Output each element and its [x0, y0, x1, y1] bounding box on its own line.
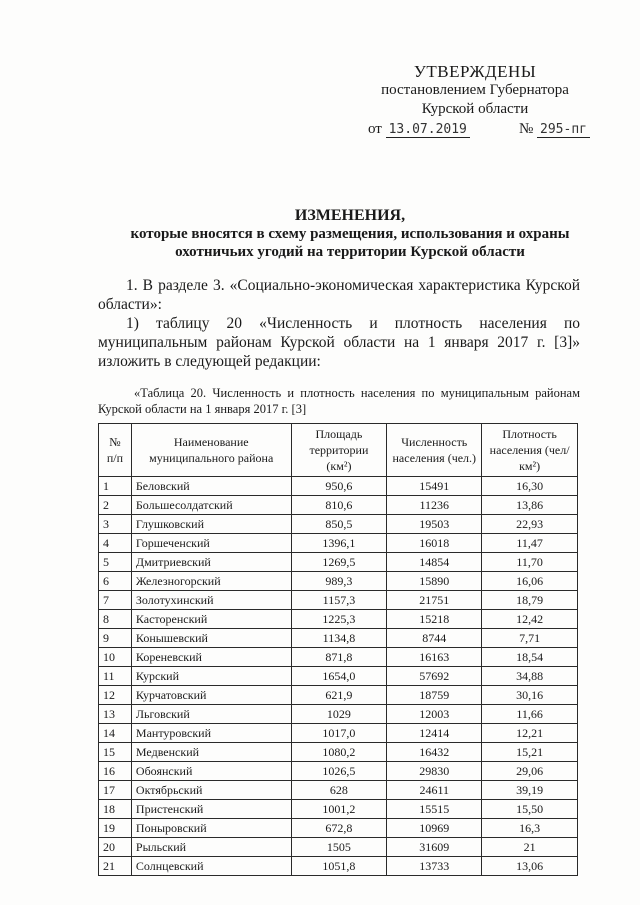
row-density: 22,93	[482, 515, 578, 534]
row-area: 989,3	[291, 572, 387, 591]
header-area: Площадь территории (км²)	[291, 424, 387, 477]
row-population: 18759	[387, 686, 482, 705]
row-population: 16163	[387, 648, 482, 667]
table-row	[99, 781, 578, 800]
row-area: 871,8	[291, 648, 387, 667]
table-row	[99, 496, 578, 515]
row-population: 12003	[387, 705, 482, 724]
row-district: Большесолдатский	[131, 496, 291, 515]
row-population: 15890	[387, 572, 482, 591]
row-population: 29830	[387, 762, 482, 781]
row-number: 12	[99, 686, 132, 705]
row-density: 16,30	[482, 477, 578, 496]
row-population: 12414	[387, 724, 482, 743]
row-area: 1225,3	[291, 610, 387, 629]
table-row	[99, 553, 578, 572]
table-row	[99, 800, 578, 819]
table-row	[99, 686, 578, 705]
row-area: 672,8	[291, 819, 387, 838]
table-row	[99, 705, 578, 724]
row-number: 8	[99, 610, 132, 629]
row-district: Поныровский	[131, 819, 291, 838]
row-area: 1505	[291, 838, 387, 857]
table-row	[99, 743, 578, 762]
paragraph-2: 1) таблицу 20 «Численность и плотность населения по муниципальным районам Курской области на 1 января 2017 г. [3]» изложить в следующей редакции:	[98, 315, 580, 370]
header-density: Плотность населения (чел/км²)	[482, 424, 578, 477]
row-district: Курчатовский	[131, 686, 291, 705]
row-area: 1134,8	[291, 629, 387, 648]
row-density: 16,3	[482, 819, 578, 838]
row-density: 13,86	[482, 496, 578, 515]
row-district: Пристенский	[131, 800, 291, 819]
row-density: 29,06	[482, 762, 578, 781]
row-density: 30,16	[482, 686, 578, 705]
row-density: 16,06	[482, 572, 578, 591]
row-district: Касторенский	[131, 610, 291, 629]
approval-line-1: постановлением Губернатора	[381, 82, 569, 98]
row-number: 1	[99, 477, 132, 496]
row-number: 11	[99, 667, 132, 686]
table-row	[99, 819, 578, 838]
row-population: 21751	[387, 591, 482, 610]
row-number: 3	[99, 515, 132, 534]
row-area: 1080,2	[291, 743, 387, 762]
row-number: 5	[99, 553, 132, 572]
paragraph-1: 1. В разделе 3. «Социально-экономическая характеристика Курской области»:	[98, 277, 580, 313]
row-district: Глушковский	[131, 515, 291, 534]
heading-subtitle-2: охотничьих угодий на территории Курской области	[175, 244, 525, 260]
table-row	[99, 591, 578, 610]
table-header-row	[99, 424, 578, 477]
row-population: 15218	[387, 610, 482, 629]
row-area: 1157,3	[291, 591, 387, 610]
row-density: 15,50	[482, 800, 578, 819]
row-density: 11,66	[482, 705, 578, 724]
row-district: Курский	[131, 667, 291, 686]
row-district: Дмитриевский	[131, 553, 291, 572]
row-area: 1396,1	[291, 534, 387, 553]
approval-title: УТВЕРЖДЕНЫ	[413, 62, 537, 81]
table-caption: «Таблица 20. Численность и плотность населения по муниципальным районам Курской области на 1 января 2017 г. [3]	[98, 386, 580, 416]
row-area: 850,5	[291, 515, 387, 534]
row-number: 6	[99, 572, 132, 591]
row-area: 1026,5	[291, 762, 387, 781]
row-number: 9	[99, 629, 132, 648]
row-district: Конышевский	[131, 629, 291, 648]
row-population: 16018	[387, 534, 482, 553]
table-row	[99, 534, 578, 553]
row-area: 1269,5	[291, 553, 387, 572]
row-number: 19	[99, 819, 132, 838]
row-area: 950,6	[291, 477, 387, 496]
row-district: Золотухинский	[131, 591, 291, 610]
table-row	[99, 648, 578, 667]
table-row	[99, 515, 578, 534]
row-density: 7,71	[482, 629, 578, 648]
row-district: Солнцевский	[131, 857, 291, 876]
row-density: 12,42	[482, 610, 578, 629]
row-population: 10969	[387, 819, 482, 838]
row-density: 15,21	[482, 743, 578, 762]
row-number: 20	[99, 838, 132, 857]
row-district: Горшеченский	[131, 534, 291, 553]
table-row	[99, 724, 578, 743]
row-district: Мантуровский	[131, 724, 291, 743]
row-density: 21	[482, 838, 578, 857]
row-number: 14	[99, 724, 132, 743]
row-district: Железногорский	[131, 572, 291, 591]
header-population: Численность населения (чел.)	[387, 424, 482, 477]
row-district: Октябрьский	[131, 781, 291, 800]
row-population: 24611	[387, 781, 482, 800]
row-number: 15	[99, 743, 132, 762]
row-density: 18,54	[482, 648, 578, 667]
row-number: 2	[99, 496, 132, 515]
row-area: 810,6	[291, 496, 387, 515]
approval-date-group	[368, 120, 470, 139]
date-prefix: от	[368, 121, 382, 137]
approval-number-group	[519, 120, 590, 139]
number-prefix: №	[518, 121, 534, 137]
row-number: 17	[99, 781, 132, 800]
row-number: 16	[99, 762, 132, 781]
row-population: 11236	[387, 496, 482, 515]
row-area: 1051,8	[291, 857, 387, 876]
table-row	[99, 857, 578, 876]
table-row	[99, 762, 578, 781]
table-row	[99, 572, 578, 591]
row-density: 12,21	[482, 724, 578, 743]
population-table	[98, 423, 578, 876]
row-number: 7	[99, 591, 132, 610]
approval-number: 295-пг	[537, 122, 590, 138]
table-row	[99, 667, 578, 686]
row-area: 621,9	[291, 686, 387, 705]
row-population: 15515	[387, 800, 482, 819]
row-district: Медвенский	[131, 743, 291, 762]
row-area: 1017,0	[291, 724, 387, 743]
approval-date-line	[360, 120, 590, 139]
header-district: Наименование муниципального района	[131, 424, 291, 477]
row-density: 11,70	[482, 553, 578, 572]
row-number: 4	[99, 534, 132, 553]
row-density: 18,79	[482, 591, 578, 610]
row-population: 57692	[387, 667, 482, 686]
row-district: Рыльский	[131, 838, 291, 857]
table-row	[99, 838, 578, 857]
heading-title: ИЗМЕНЕНИЯ,	[294, 207, 406, 224]
row-density: 11,47	[482, 534, 578, 553]
row-density: 34,88	[482, 667, 578, 686]
row-number: 21	[99, 857, 132, 876]
row-population: 14854	[387, 553, 482, 572]
row-population: 16432	[387, 743, 482, 762]
row-population: 8744	[387, 629, 482, 648]
table-row	[99, 610, 578, 629]
table-row	[99, 477, 578, 496]
row-population: 15491	[387, 477, 482, 496]
row-population: 13733	[387, 857, 482, 876]
row-area: 1001,2	[291, 800, 387, 819]
row-number: 13	[99, 705, 132, 724]
row-district: Кореневский	[131, 648, 291, 667]
row-area: 1654,0	[291, 667, 387, 686]
row-population: 19503	[387, 515, 482, 534]
row-area: 628	[291, 781, 387, 800]
header-number: № п/п	[99, 424, 132, 477]
row-district: Беловский	[131, 477, 291, 496]
table-row	[99, 629, 578, 648]
row-district: Льговский	[131, 705, 291, 724]
heading-subtitle-1: которые вносятся в схему размещения, использования и охраны	[130, 226, 570, 242]
table-body	[99, 477, 578, 876]
row-population: 31609	[387, 838, 482, 857]
row-density: 39,19	[482, 781, 578, 800]
document-heading	[110, 207, 590, 261]
row-area: 1029	[291, 705, 387, 724]
row-number: 18	[99, 800, 132, 819]
approval-date: 13.07.2019	[386, 122, 470, 138]
row-number: 10	[99, 648, 132, 667]
row-district: Обоянский	[131, 762, 291, 781]
row-density: 13,06	[482, 857, 578, 876]
approval-block	[360, 62, 590, 139]
approval-line-2: Курской области	[421, 101, 529, 117]
